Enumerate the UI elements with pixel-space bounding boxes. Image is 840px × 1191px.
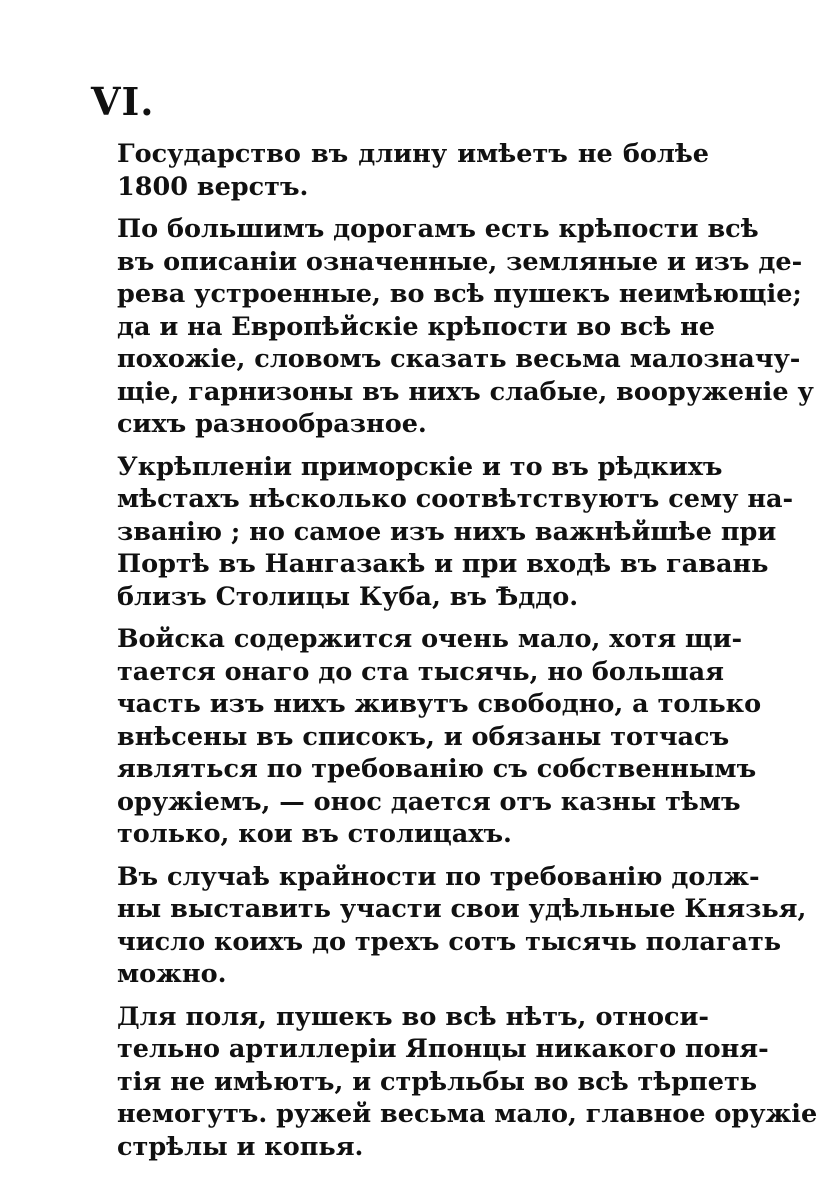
text-line: ны выставить участи свои удѣльные Князья, bbox=[117, 894, 807, 924]
text-line: Для поля, пушекъ во всѣ нѣтъ, относи- bbox=[117, 1001, 709, 1032]
paragraph bbox=[117, 623, 762, 851]
paragraph bbox=[117, 213, 814, 441]
text-line: Государство въ длину имѣетъ не болѣе bbox=[117, 139, 709, 169]
text-line: Въ случаѣ крайности по требованiю долж- bbox=[117, 861, 760, 892]
text-line: да и на Европѣйскiе крѣпости во всѣ не bbox=[117, 311, 715, 342]
paragraph bbox=[117, 1001, 818, 1164]
paragraph bbox=[117, 451, 794, 614]
text-line: 1800 верстъ. bbox=[117, 171, 309, 202]
text-line: мѣстахъ нѣсколько соотвѣтствуютъ сему на- bbox=[117, 484, 794, 514]
text-line: Портѣ въ Нангазакѣ и при входѣ въ гавань bbox=[117, 549, 769, 579]
text-line: званiю ; но самое изъ нихъ важнѣйшѣе при bbox=[117, 516, 777, 547]
text-line: можно. bbox=[117, 959, 227, 989]
text-line: тiя не имѣютъ, и стрѣльбы во всѣ тѣрпеть bbox=[117, 1066, 758, 1097]
text-line: рева устроенные, во всѣ пушекъ неимѣющiе; bbox=[117, 279, 802, 309]
text-line: щiе, гарнизоны въ нихъ слабые, вооруженiе у bbox=[117, 376, 814, 407]
text-line: тается онаго до ста тысячь, но большая bbox=[117, 656, 724, 687]
text-line: являться по требованiю съ собственнымъ bbox=[117, 754, 757, 784]
text-line: оружiемъ, — онос дается отъ казны тѣмъ bbox=[117, 786, 741, 817]
text-line: только, кои въ столицахъ. bbox=[117, 819, 512, 849]
text-line: сихъ разнообразное. bbox=[117, 409, 427, 439]
paragraph bbox=[117, 138, 709, 203]
text-line: Войска содержится очень мало, хотя щи- bbox=[117, 624, 743, 654]
body-text bbox=[117, 138, 818, 1173]
text-line: похожiе, словомъ сказать весьма малозначу- bbox=[117, 344, 801, 374]
text-line: тельно артиллерiи Японцы никакого поня- bbox=[117, 1034, 769, 1064]
text-line: немогутъ. ружей весьма мало, главное оружiе bbox=[117, 1099, 818, 1129]
text-line: часть изъ нихъ живутъ свободно, а только bbox=[117, 689, 762, 719]
paragraph bbox=[117, 861, 807, 991]
text-line: число коихъ до трехъ сотъ тысячь полагать bbox=[117, 926, 782, 957]
text-line: близъ Столицы Куба, въ Ѣддо. bbox=[117, 581, 579, 612]
text-line: По большимъ дорогамъ есть крѣпости всѣ bbox=[117, 214, 759, 244]
text-line: стрѣлы и копья. bbox=[117, 1131, 364, 1162]
text-line: внѣсены въ списокъ, и обязаны тотчасъ bbox=[117, 721, 730, 752]
text-line: Укрѣпленiи приморскiе и то въ рѣдкихъ bbox=[117, 451, 723, 482]
section-number: VI. bbox=[91, 79, 155, 124]
text-line: въ описанiи означенные, земляные и изъ де- bbox=[117, 246, 803, 277]
